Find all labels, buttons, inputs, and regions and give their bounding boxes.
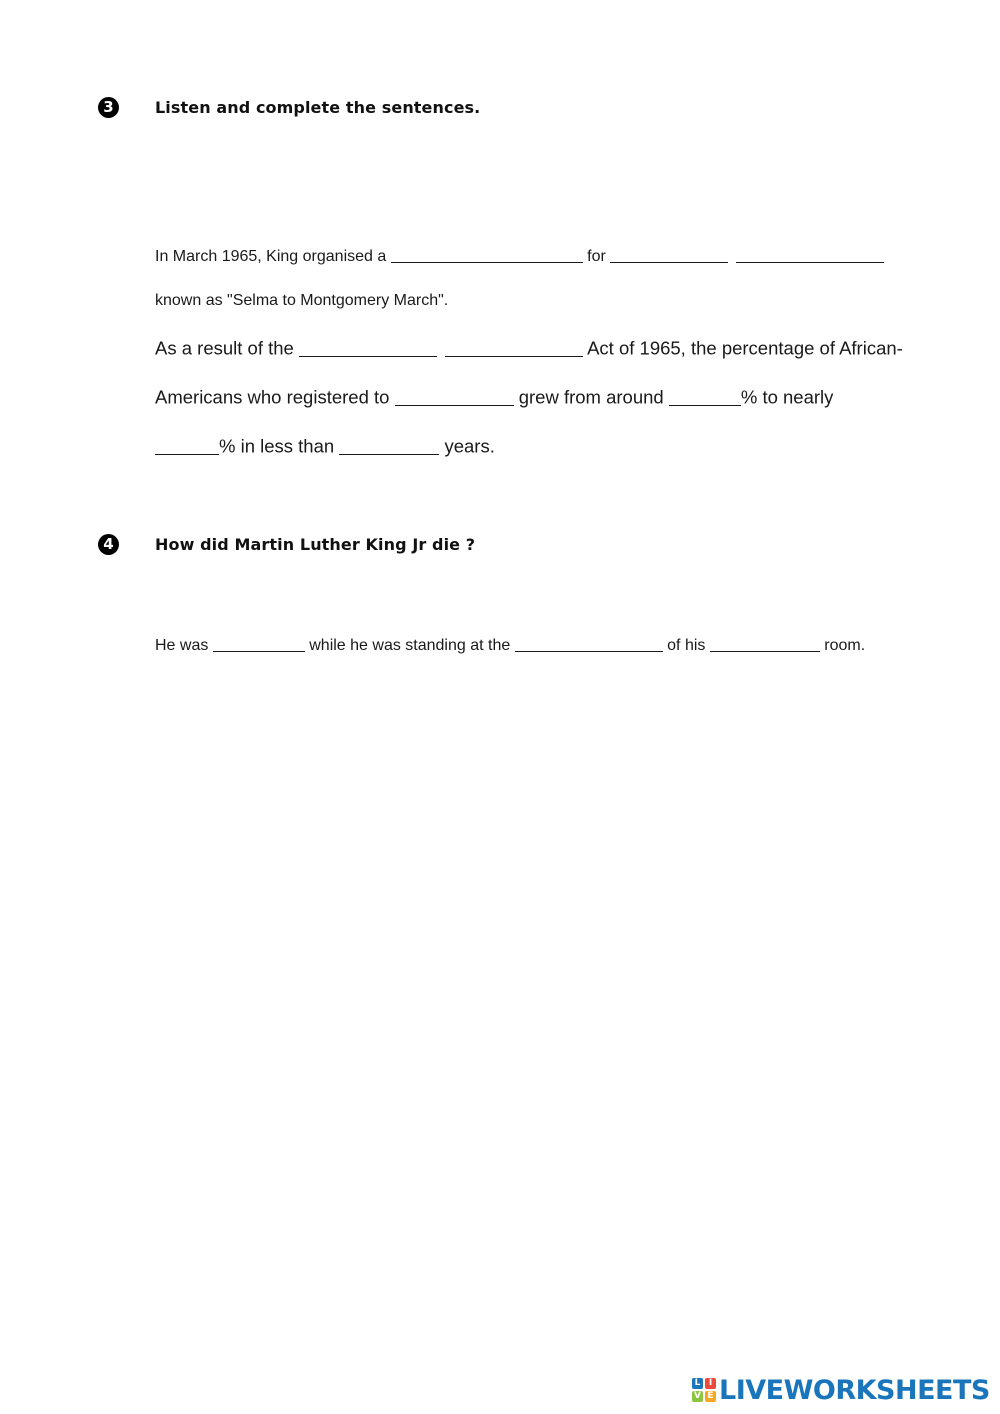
blank-field-for-2[interactable] (736, 246, 884, 263)
blank-field-years[interactable] (339, 435, 439, 455)
sentence-line-6 (155, 635, 865, 655)
sentence-text: % in less than (219, 435, 340, 457)
liveworksheets-logo-icon (692, 1378, 716, 1402)
section-3-number-badge: 3 (98, 97, 119, 118)
blank-field-for-1[interactable] (610, 246, 728, 263)
section-4-heading: How did Martin Luther King Jr die ? (155, 535, 476, 554)
sentence-text: of his (662, 637, 710, 654)
blank-field-act-1[interactable] (299, 337, 437, 357)
section-4-number-badge: 4 (98, 534, 119, 555)
sentence-line-4 (155, 386, 833, 409)
blank-field-to-nearly[interactable] (155, 435, 219, 455)
sentence-text: He was (155, 637, 213, 654)
section-3-heading: Listen and complete the sentences. (155, 98, 481, 117)
sentence-text: % to nearly (740, 386, 834, 408)
logo-letter: E (705, 1391, 716, 1402)
blank-field-act-2[interactable] (445, 337, 583, 357)
blank-field-of-his[interactable] (710, 635, 820, 652)
blank-field-registered-to[interactable] (395, 386, 514, 406)
sentence-line-5 (155, 435, 495, 458)
logo-letter: I (705, 1378, 716, 1389)
sentence-text: Americans who registered to (155, 386, 395, 408)
logo-letter: L (692, 1378, 703, 1389)
sentence-text: years. (439, 435, 495, 457)
blank-field-grew-from[interactable] (669, 386, 741, 406)
sentence-text: As a result of the (155, 337, 299, 359)
sentence-text: In March 1965, King organised a (155, 248, 391, 265)
sentence-line-2 (155, 292, 448, 310)
liveworksheets-logo (692, 1374, 990, 1406)
logo-letter: V (692, 1391, 703, 1402)
blank-field-organised[interactable] (391, 246, 583, 263)
blank-field-he-was[interactable] (213, 635, 305, 652)
logo-wordmark: LIVEWORKSHEETS (719, 1374, 990, 1406)
sentence-text: room. (819, 637, 866, 654)
sentence-line-1 (155, 246, 884, 266)
sentence-line-3 (155, 337, 903, 360)
sentence-text: while he was standing at the (304, 637, 515, 654)
sentence-text: grew from around (513, 386, 669, 408)
blank-field-standing-at[interactable] (515, 635, 663, 652)
sentence-text: Act of 1965, the percentage of African- (582, 337, 903, 359)
sentence-text: known as "Selma to Montgomery March". (155, 292, 449, 309)
sentence-text: for (582, 248, 611, 265)
